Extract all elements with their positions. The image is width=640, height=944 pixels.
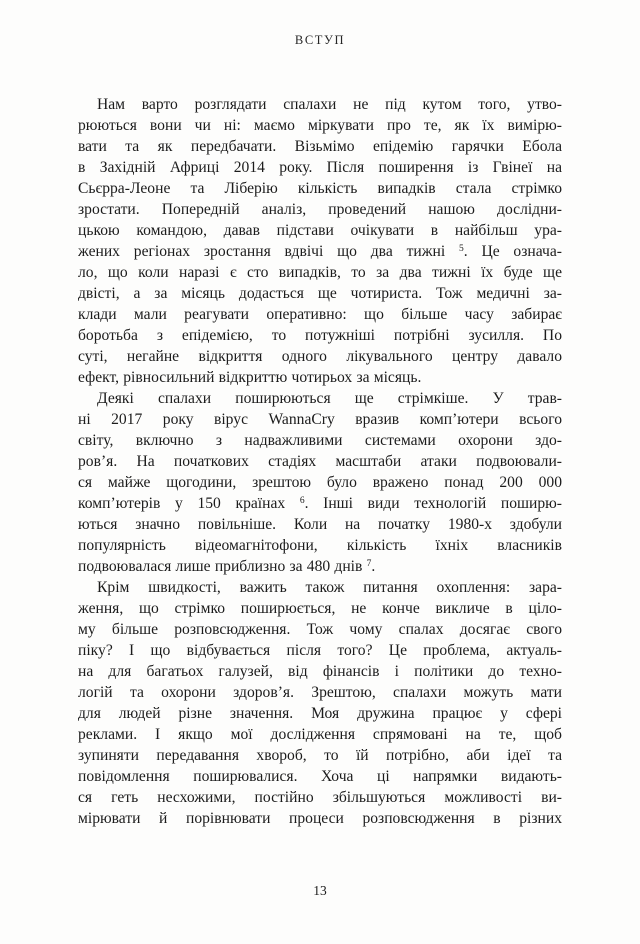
text-segment: ні 2017 року вірус WannaCry вразив комп’ютери всього xyxy=(78,411,562,428)
text-line xyxy=(78,535,562,556)
text-segment: . Інші види технологій поширю- xyxy=(304,495,562,512)
text-segment: Крім швидкості, важить також питання охоплення: зара- xyxy=(97,579,562,596)
text-segment: ся геть несхожими, постійно збільшуються можливості ви- xyxy=(78,789,562,806)
text-line xyxy=(78,766,562,787)
text-segment: на для багатьох галузей, від фінансів і політики до техно- xyxy=(78,663,562,680)
footnote-reference: 6 xyxy=(299,496,305,506)
text-line xyxy=(78,514,562,535)
text-segment: мірювати й порівнювати процеси розповсюдження в різних xyxy=(78,810,562,827)
text-segment: Деякі спалахи поширюються ще стрімкіше. У трав- xyxy=(97,390,562,407)
text-segment: зростати. Попередній аналіз, проведений нашою дослідни- xyxy=(78,201,562,218)
text-segment: боротьба з епідемією, то потужніші потрібні зусилля. По xyxy=(78,327,562,344)
text-segment: логій та охорони здоров’я. Зрештою, спалахи можуть мати xyxy=(78,684,562,701)
text-line xyxy=(78,94,562,115)
text-line xyxy=(78,220,562,241)
text-line xyxy=(78,178,562,199)
paragraph xyxy=(78,577,562,829)
text-line xyxy=(78,346,562,367)
running-header: ВСТУП xyxy=(294,33,346,47)
text-line xyxy=(78,304,562,325)
footnote-reference: 7 xyxy=(366,559,372,569)
footnote-reference: 5 xyxy=(458,244,464,254)
paragraph xyxy=(78,388,562,577)
text-segment: рюються вони чи ні: маємо міркувати про те, як їх вимірю- xyxy=(78,117,562,134)
text-segment: ються значно повільніше. Коли на початку 1980-х здобули xyxy=(78,516,562,533)
text-line xyxy=(78,682,562,703)
text-segment: клади мали реагувати оперативно: що більше часу забирає xyxy=(78,306,562,323)
body-text xyxy=(78,94,562,829)
text-segment: для людей різне значення. Моя дружина працює у сфері xyxy=(78,705,562,722)
text-line xyxy=(78,577,562,598)
text-segment: ефект, рівносильний відкриттю чотирьох за місяць. xyxy=(78,369,422,386)
text-segment: жених регіонах зростання вдвічі що два тижні xyxy=(78,243,459,260)
text-segment: реклами. І якщо мої дослідження спрямовані на те, щоб xyxy=(78,726,562,743)
text-line xyxy=(78,556,562,577)
text-line xyxy=(78,724,562,745)
text-segment: ження, що стрімко поширюється, не конче викличе в ціло- xyxy=(78,600,562,617)
text-line xyxy=(78,598,562,619)
text-line xyxy=(78,199,562,220)
text-segment: в Західній Африці 2014 року. Після поширення із Гвінеї на xyxy=(78,159,562,176)
text-line xyxy=(78,367,562,388)
text-segment: . Це означа- xyxy=(463,243,562,260)
text-segment: . xyxy=(371,558,376,575)
text-segment: комп’ютерів у 150 країнах xyxy=(78,495,300,512)
text-line xyxy=(78,787,562,808)
text-line xyxy=(78,241,562,262)
text-line xyxy=(78,409,562,430)
text-segment: вати та як передбачати. Візьмімо епідемію гарячки Ебола xyxy=(78,138,562,155)
paragraph xyxy=(78,94,562,388)
text-line xyxy=(78,619,562,640)
text-line xyxy=(78,745,562,766)
page-number: 13 xyxy=(313,883,327,898)
text-line xyxy=(78,136,562,157)
text-segment: подвоювалася лише приблизно за 480 днів xyxy=(78,558,367,575)
text-line xyxy=(78,703,562,724)
text-segment: суті, негайне відкриття одного лікувального центру давало xyxy=(78,348,562,365)
text-line xyxy=(78,157,562,178)
text-line xyxy=(78,472,562,493)
text-line xyxy=(78,451,562,472)
text-segment: Нам варто розглядати спалахи не під кутом того, утво- xyxy=(97,96,562,113)
text-line xyxy=(78,493,562,514)
text-segment: Сьєрра-Леоне та Ліберію кількість випадків стала стрімко xyxy=(78,180,562,197)
text-segment: повідомлення поширювалися. Хоча ці напрямки видають- xyxy=(78,768,562,785)
text-segment: ров’я. На початкових стадіях масштаби атаки подвоювали- xyxy=(78,453,562,470)
text-line xyxy=(78,388,562,409)
text-segment: двісті, а за місяць додасться ще чотириста. Тож медичні за- xyxy=(78,285,562,302)
text-segment: цькою командою, давав підстави очікувати в найбільш ура- xyxy=(78,222,562,239)
text-line xyxy=(78,640,562,661)
text-line xyxy=(78,283,562,304)
text-segment: популярність відеомагнітофони, кількість їхніх власників xyxy=(78,537,562,554)
text-segment: ло, що коли наразі є сто випадків, то за два тижні їх буде ще xyxy=(78,264,562,281)
text-line xyxy=(78,115,562,136)
text-segment: світу, включно з надважливими системами охорони здо- xyxy=(78,432,562,449)
text-line xyxy=(78,325,562,346)
text-line xyxy=(78,430,562,451)
text-line xyxy=(78,262,562,283)
text-segment: зупиняти передавання хвороб, то їй потрібно, аби ідеї та xyxy=(78,747,562,764)
text-line xyxy=(78,661,562,682)
text-segment: му більше розповсюдження. Тож чому спалах досягає свого xyxy=(78,621,562,638)
text-segment: ся майже щогодини, зрештою було вражено понад 200 000 xyxy=(78,474,562,491)
text-line xyxy=(78,808,562,829)
text-segment: піку? І що відбувається після того? Це проблема, актуаль- xyxy=(78,642,562,659)
